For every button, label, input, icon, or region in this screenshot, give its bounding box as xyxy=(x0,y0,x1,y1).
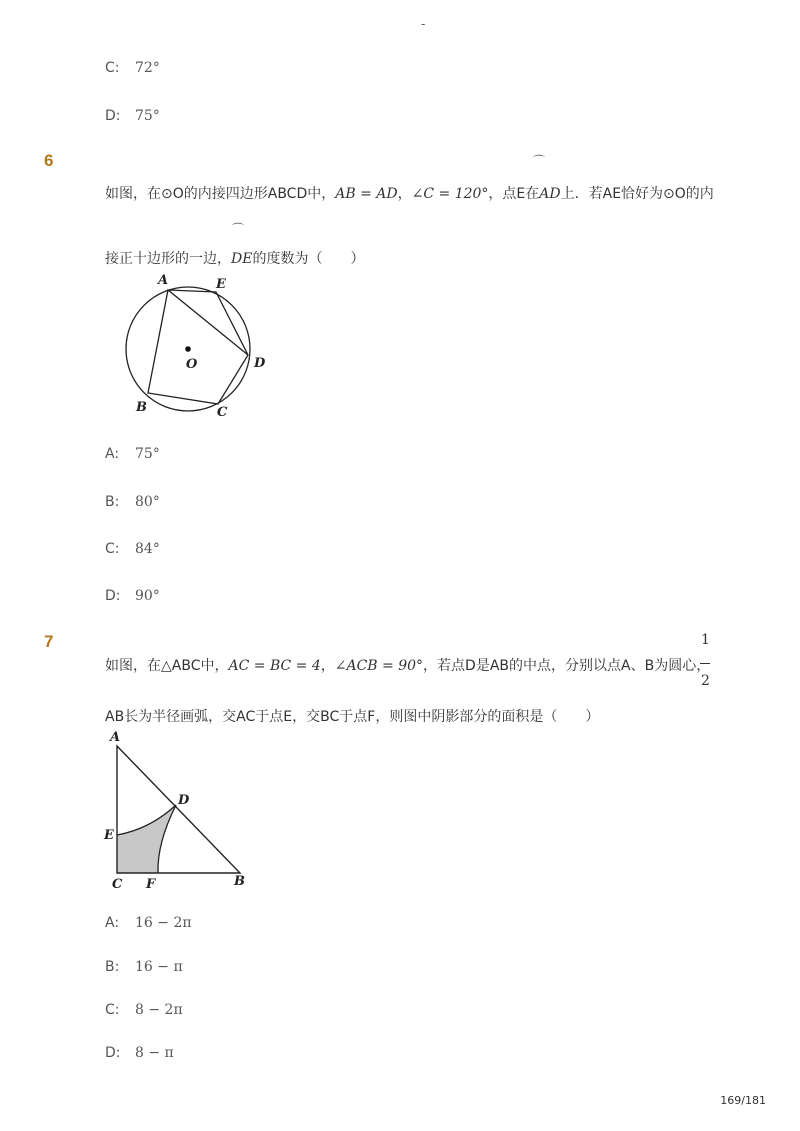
option-label: C: xyxy=(105,60,120,76)
center-dot xyxy=(185,346,191,352)
text-segment: ，若点D是AB的中点，分别以点A、B为圆心， xyxy=(423,658,711,674)
option-label: C: xyxy=(105,541,120,557)
option-value: 75° xyxy=(135,446,160,462)
math-expression: AD xyxy=(539,186,561,202)
text-segment: 上．若AE恰好为⊙O的内 xyxy=(560,186,714,202)
label-e: E xyxy=(104,828,114,843)
text-segment: 如图，在⊙O的内接四边形ABCD中， xyxy=(105,186,336,202)
fraction-numerator: 1 xyxy=(701,632,710,648)
page-number: 169/181 xyxy=(720,1094,766,1107)
option-label: A: xyxy=(105,446,120,462)
label-f: F xyxy=(146,877,156,892)
option-label: D: xyxy=(105,1045,121,1061)
option-label: C: xyxy=(105,1002,120,1018)
text-segment: 接正十边形的一边， xyxy=(105,251,231,267)
option-label: B: xyxy=(105,494,120,510)
option-c[interactable] xyxy=(105,1002,183,1018)
arc-mark: ⌒ xyxy=(533,154,546,168)
text-segment: 的度数为（ ） xyxy=(252,251,365,267)
option-value: 72° xyxy=(135,60,160,76)
label-c: C xyxy=(112,877,123,892)
option-value: 75° xyxy=(135,108,160,124)
question-text-line: AB长为半径画弧，交AC于点E，交BC于点F，则图中阴影部分的面积是（ ） xyxy=(105,709,600,725)
label-b: B xyxy=(136,400,147,415)
option-label: B: xyxy=(105,959,120,975)
math-expression: ∠ACB = 90° xyxy=(334,658,424,674)
shaded-region xyxy=(117,805,176,873)
option-value: 90° xyxy=(135,588,160,604)
question-number: 7 xyxy=(44,632,54,651)
option-b[interactable] xyxy=(105,959,183,975)
math-expression: AC = BC = 4 xyxy=(228,658,321,674)
header-dash: - xyxy=(421,17,426,31)
triangle-arc-figure xyxy=(100,725,260,895)
label-d: D xyxy=(178,793,190,808)
label-a: A xyxy=(158,273,169,288)
math-expression: ∠C = 120° xyxy=(411,186,489,202)
option-label: D: xyxy=(105,108,121,124)
option-d[interactable] xyxy=(105,588,160,604)
option-a[interactable] xyxy=(105,446,160,462)
text-segment: 如图，在△ABC中， xyxy=(105,658,229,674)
text-segment: ， xyxy=(320,658,335,674)
option-c[interactable] xyxy=(105,541,160,557)
circle-quadrilateral-figure xyxy=(120,268,280,423)
option-value: 8 − π xyxy=(135,1045,174,1061)
question-text-line xyxy=(105,655,710,675)
question-text-line xyxy=(105,248,364,268)
option-d[interactable] xyxy=(105,108,160,124)
math-expression: DE xyxy=(231,251,253,267)
option-label: D: xyxy=(105,588,121,604)
option-a[interactable] xyxy=(105,915,192,931)
label-o: O xyxy=(186,357,198,372)
label-e: E xyxy=(216,277,226,292)
option-label: A: xyxy=(105,915,120,931)
question-text-line xyxy=(105,183,714,203)
math-expression: AB = AD xyxy=(335,186,398,202)
question-number: 6 xyxy=(44,151,54,170)
label-d: D xyxy=(254,356,266,371)
arc-mark: ⌒ xyxy=(232,222,245,236)
label-b: B xyxy=(234,874,245,889)
label-c: C xyxy=(217,405,228,420)
text-segment: ，点E在 xyxy=(488,186,540,202)
option-d[interactable] xyxy=(105,1045,174,1061)
option-value: 16 − π xyxy=(135,959,183,975)
option-value: 80° xyxy=(135,494,160,510)
text-segment: ， xyxy=(397,186,412,202)
option-b[interactable] xyxy=(105,494,160,510)
option-c[interactable] xyxy=(105,60,160,76)
label-a: A xyxy=(110,730,121,745)
option-value: 16 − 2π xyxy=(135,915,192,931)
option-value: 84° xyxy=(135,541,160,557)
option-value: 8 − 2π xyxy=(135,1002,183,1018)
fraction-denominator: 2 xyxy=(701,673,710,689)
